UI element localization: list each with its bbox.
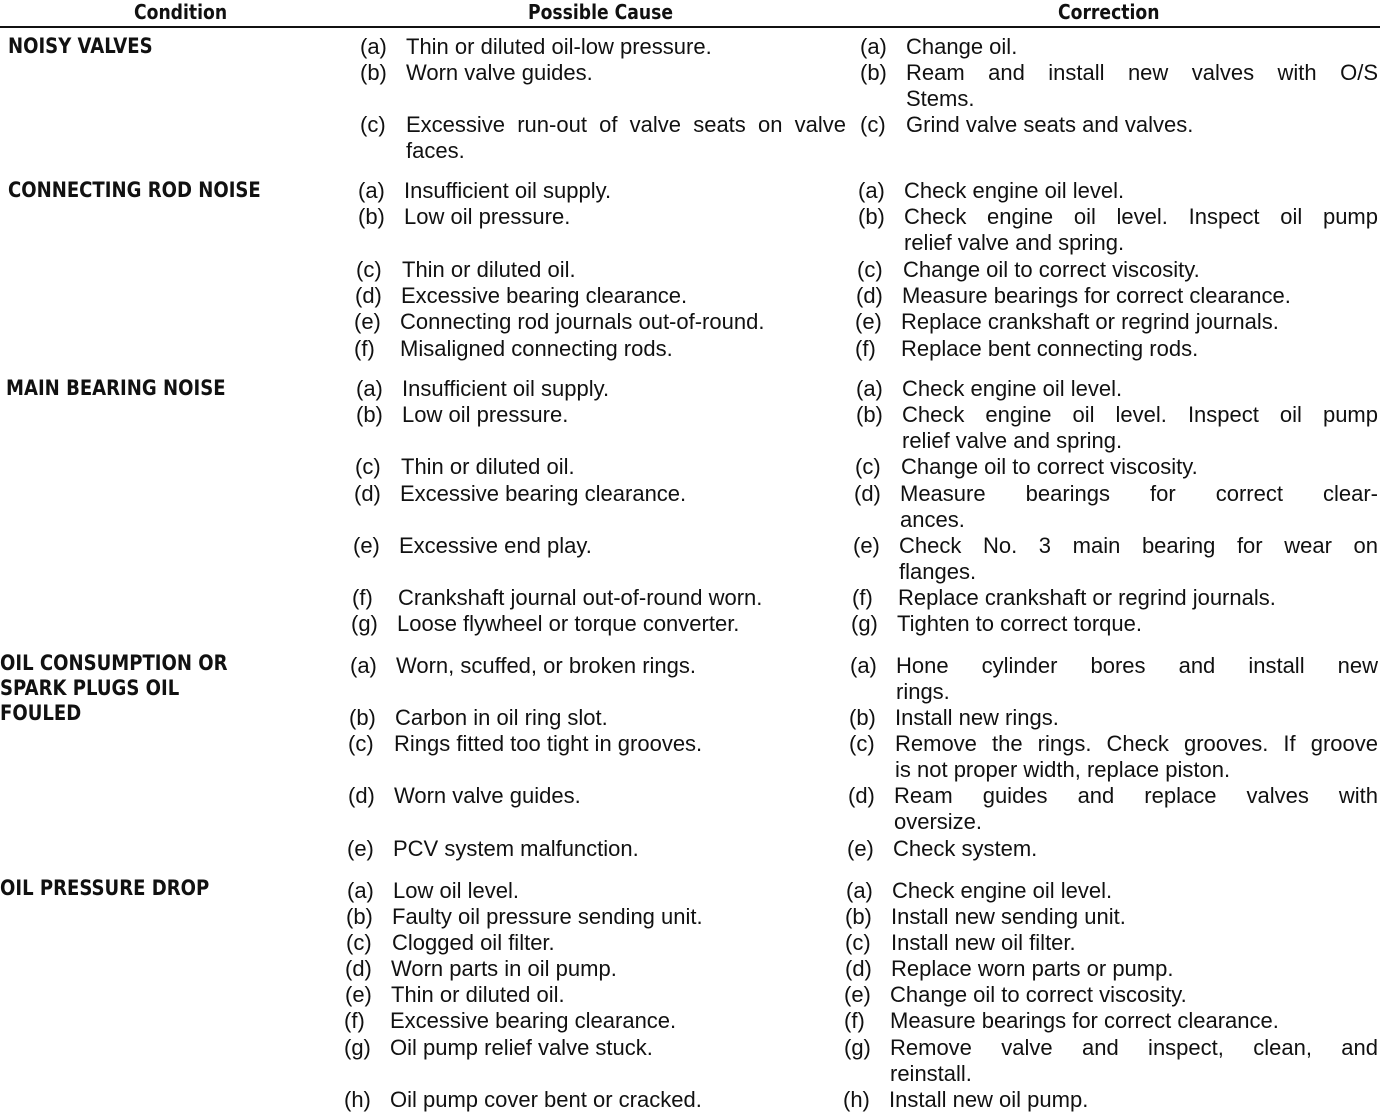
item-letter: (e) [847,836,874,861]
item-letter: (e) [353,533,380,558]
item-letter: (c) [346,930,372,955]
condition-line: CONNECTING ROD NOISE [8,178,261,202]
item-text-continued: faces. [406,138,465,163]
item-text: Replace worn parts or pump. [891,956,1174,981]
item-letter: (d) [845,956,872,981]
item-text-continued: is not proper width, replace piston. [895,757,1231,782]
condition-line: OIL PRESSURE DROP [0,876,210,900]
item-text-continued: Stems. [906,86,975,111]
item-letter: (c) [857,257,883,282]
item-letter: (c) [845,930,871,955]
condition-label [6,376,226,401]
item-letter: (a) [350,653,377,678]
item-letter: (d) [848,783,875,808]
item-letter: (c) [356,257,382,282]
item-letter: (a) [858,178,885,203]
item-text: Worn valve guides. [394,783,581,808]
item-text: Oil pump cover bent or cracked. [390,1087,702,1112]
item-text: Low oil level. [393,878,519,903]
item-letter: (a) [360,34,387,59]
item-letter: (b) [856,402,883,427]
item-letter: (c) [355,454,381,479]
item-text: Measure bearings for correct clearance. [890,1008,1279,1033]
item-text: Install new oil pump. [889,1087,1089,1112]
item-letter: (b) [356,402,383,427]
item-text: Check system. [893,836,1038,861]
item-text: Thin or diluted oil. [401,454,575,479]
header-condition: Condition [134,0,228,24]
item-text: Excessive run-out of valve seats on valve [406,112,846,137]
item-text: Replace bent connecting rods. [901,336,1199,361]
item-text: Grind valve seats and valves. [906,112,1194,137]
item-text: Connecting rod journals out-of-round. [400,309,765,334]
item-letter: (d) [345,956,372,981]
item-letter: (c) [849,731,875,756]
item-letter: (b) [845,904,872,929]
item-text: Thin or diluted oil. [402,257,576,282]
item-text: Thin or diluted oil. [391,982,565,1007]
item-letter: (d) [355,283,382,308]
condition-line: NOISY VALVES [8,34,153,58]
header-possible-cause: Possible Cause [528,0,674,24]
item-text: Change oil to correct viscosity. [901,454,1198,479]
item-text-continued: flanges. [899,559,977,584]
item-letter: (b) [858,204,885,229]
item-text: Check engine oil level. [902,376,1123,401]
item-text: Check engine oil level. [904,178,1125,203]
item-text: Loose flywheel or torque converter. [397,611,740,636]
item-text: Measure bearings for correct clear- [900,481,1378,506]
item-text: Check engine oil level. Inspect oil pump [902,402,1378,427]
item-text-continued: ances. [900,507,965,532]
item-text: Check No. 3 main bearing for wear on [899,533,1378,558]
item-letter: (d) [856,283,883,308]
item-letter: (f) [852,585,873,610]
item-text: Worn valve guides. [406,60,593,85]
item-text: Check engine oil level. Inspect oil pump [904,204,1378,229]
item-text: Excessive bearing clearance. [400,481,687,506]
condition-label [0,651,228,726]
item-letter: (f) [855,336,876,361]
item-text: Excessive bearing clearance. [401,283,688,308]
item-letter: (a) [358,178,385,203]
item-text: Faulty oil pressure sending unit. [392,904,703,929]
item-text: Check engine oil level. [892,878,1113,903]
item-letter: (h) [843,1087,870,1112]
item-letter: (b) [360,60,387,85]
item-letter: (d) [354,481,381,506]
item-letter: (b) [349,705,376,730]
item-letter: (b) [849,705,876,730]
item-text: Install new oil filter. [891,930,1076,955]
item-text: PCV system malfunction. [393,836,639,861]
item-text: Remove valve and inspect, clean, and [890,1035,1378,1060]
item-text: Change oil to correct viscosity. [890,982,1187,1007]
item-text: Worn parts in oil pump. [391,956,617,981]
item-letter: (f) [354,336,375,361]
item-letter: (d) [854,481,881,506]
item-letter: (a) [846,878,873,903]
item-text: Carbon in oil ring slot. [395,705,608,730]
item-text: Rings fitted too tight in grooves. [394,731,703,756]
item-letter: (c) [360,112,386,137]
item-letter: (g) [351,611,378,636]
condition-line: MAIN BEARING NOISE [6,376,226,400]
item-text: Ream and install new valves with O/S [906,60,1378,85]
item-text: Worn, scuffed, or broken rings. [396,653,696,678]
condition-line: FOULED [0,701,82,725]
item-text: Install new rings. [895,705,1059,730]
item-letter: (c) [348,731,374,756]
item-letter: (a) [856,376,883,401]
item-text: Change oil. [906,34,1018,59]
item-letter: (g) [851,611,878,636]
item-text: Install new sending unit. [891,904,1126,929]
item-text: Hone cylinder bores and install new [896,653,1378,678]
item-text: Excessive end play. [399,533,592,558]
item-text: Thin or diluted oil-low pressure. [406,34,712,59]
item-text: Oil pump relief valve stuck. [390,1035,653,1060]
condition-label [8,34,153,59]
item-text: Insufficient oil supply. [404,178,612,203]
item-letter: (c) [860,112,886,137]
item-letter: (a) [347,878,374,903]
item-text: Low oil pressure. [402,402,569,427]
item-text: Crankshaft journal out-of-round worn. [398,585,763,610]
item-letter: (a) [850,653,877,678]
item-letter: (b) [860,60,887,85]
item-letter: (e) [844,982,871,1007]
condition-line: OIL CONSUMPTION OR [0,651,228,675]
condition-label [0,876,209,901]
item-text: Excessive bearing clearance. [390,1008,677,1033]
item-letter: (f) [344,1008,365,1033]
item-text: Remove the rings. Check grooves. If groove [895,731,1378,756]
header-divider [0,26,1380,28]
condition-line: SPARK PLUGS OIL [0,676,180,700]
item-letter: (e) [354,309,381,334]
item-text: Clogged oil filter. [392,930,555,955]
item-text-continued: relief valve and spring. [904,230,1125,255]
item-letter: (e) [855,309,882,334]
item-letter: (g) [344,1035,371,1060]
item-text-continued: relief valve and spring. [902,428,1123,453]
item-letter: (h) [344,1087,371,1112]
item-letter: (b) [346,904,373,929]
item-text: Replace crankshaft or regrind journals. [901,309,1279,334]
header-correction: Correction [1058,0,1160,24]
item-letter: (b) [358,204,385,229]
item-letter: (a) [356,376,383,401]
item-letter: (e) [345,982,372,1007]
item-text: Ream guides and replace valves with [894,783,1378,808]
item-letter: (e) [853,533,880,558]
item-letter: (f) [352,585,373,610]
item-text: Misaligned connecting rods. [400,336,673,361]
item-text: Tighten to correct torque. [897,611,1142,636]
item-letter: (f) [844,1008,865,1033]
item-text: Low oil pressure. [404,204,571,229]
item-letter: (a) [860,34,887,59]
item-text: Change oil to correct viscosity. [903,257,1200,282]
condition-label [8,178,261,203]
item-letter: (c) [855,454,881,479]
item-text: Measure bearings for correct clearance. [902,283,1291,308]
item-letter: (g) [844,1035,871,1060]
item-text: Insufficient oil supply. [402,376,610,401]
item-letter: (e) [347,836,374,861]
item-text-continued: rings. [896,679,950,704]
item-letter: (d) [348,783,375,808]
item-text-continued: reinstall. [890,1061,972,1086]
item-text-continued: oversize. [894,809,983,834]
item-text: Replace crankshaft or regrind journals. [898,585,1276,610]
